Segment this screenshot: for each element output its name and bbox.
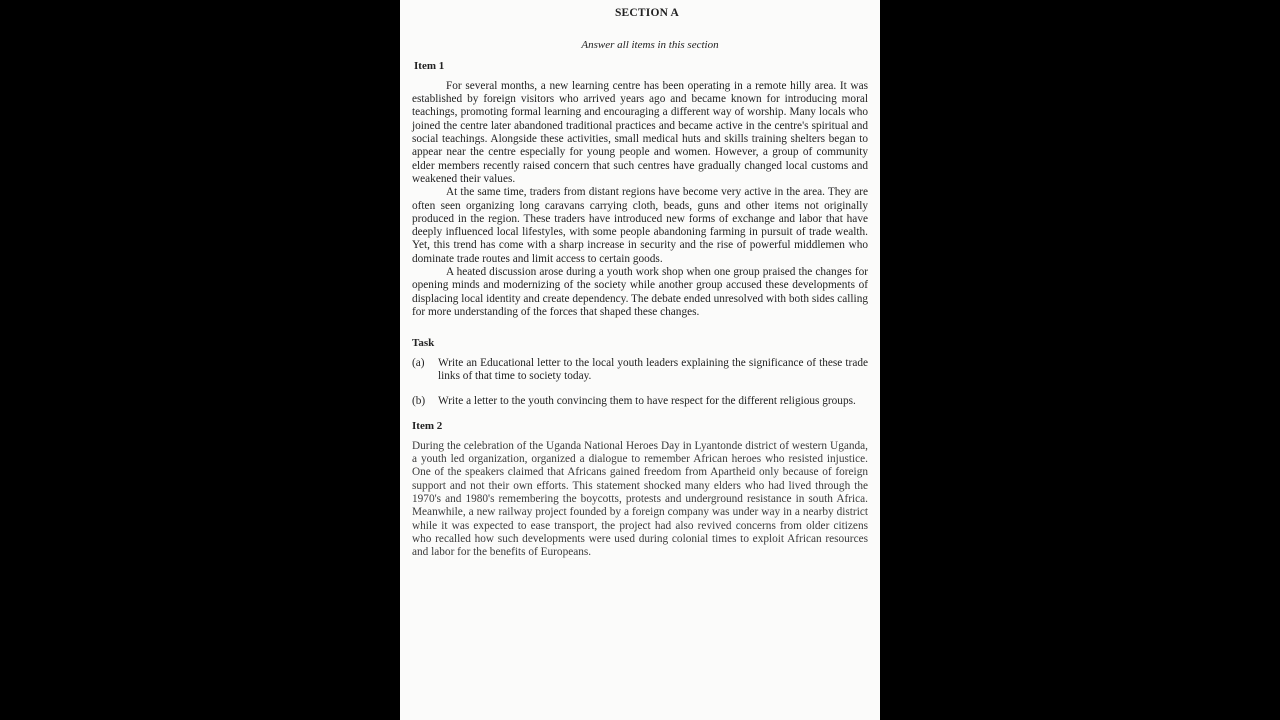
section-instruction: Answer all items in this section (581, 39, 719, 52)
task-mark-b: (b) (412, 395, 426, 408)
task-item-b (412, 395, 868, 408)
exam-page (400, 0, 880, 720)
task-text-b: Write a letter to the youth convincing them to have respect for the different religious groups. (438, 395, 856, 408)
page-content (412, 0, 868, 559)
task-heading: Task (412, 337, 435, 350)
item-1-paragraph-1: For several months, a new learning centre has been operating in a remote hilly area. It was established by foreign visitors who arrived years ago and became known for introducing moral teachings, promoting formal learning and encouraging a different way of worship. Many locals who joined the centre later abandoned traditional practices and became active in the centre's spiritual and social teachings. Alongside these activities, small medical huts and skills training shelters began to appear near the centre especially for young people and women. However, a group of community elder members recently raised concern that such centres have gradually changed local customs and weakened their values. (412, 79, 868, 185)
item-1-paragraph-2: At the same time, traders from distant regions have become very active in the area. They are often seen organizing long caravans carrying cloth, beads, guns and other items not originally produced in the region. These traders have introduced new forms of exchange and labor that have deeply influenced local lifestyles, with some people abandoning farming in pursuit of trade wealth. Yet, this trend has come with a sharp increase in security and the rise of powerful middlemen who dominate trade routes and limit access to certain goods. (412, 186, 868, 265)
item-2-heading: Item 2 (412, 420, 443, 433)
task-text-a: Write an Educational letter to the local youth leaders explaining the significance of these trade links of that time to society today. (438, 356, 868, 382)
task-mark-a: (a) (412, 356, 425, 369)
task-item-a (412, 357, 868, 384)
section-title: SECTION A (614, 7, 680, 19)
item-2-paragraph: During the celebration of the Uganda National Heroes Day in Lyantonde district of western Uganda, a youth led organization, organized a dialogue to remember African heroes who resisted injustice. One of the speakers claimed that Africans gained freedom from Apartheid only because of foreign support and not their own efforts. This statement shocked many elders who had lived through the 1970's and 1980's remembering the boycotts, protests and underground resistance in south Africa. Meanwhile, a new railway project founded by a foreign company was under way in a nearby district while it was expected to ease transport, the project had also revived concerns from older citizens who recalled how such developments were used during colonial times to exploit African resources and labor for the benefits of Europeans. (412, 439, 868, 559)
item-1-paragraph-3: A heated discussion arose during a youth work shop when one group praised the changes for opening minds and modernizing of the society while another group accused these developments of displacing local identity and create dependency. The debate ended unresolved with both sides calling for more understanding of the forces that shaped these changes. (412, 266, 868, 318)
item-1-heading: Item 1 (414, 59, 445, 72)
